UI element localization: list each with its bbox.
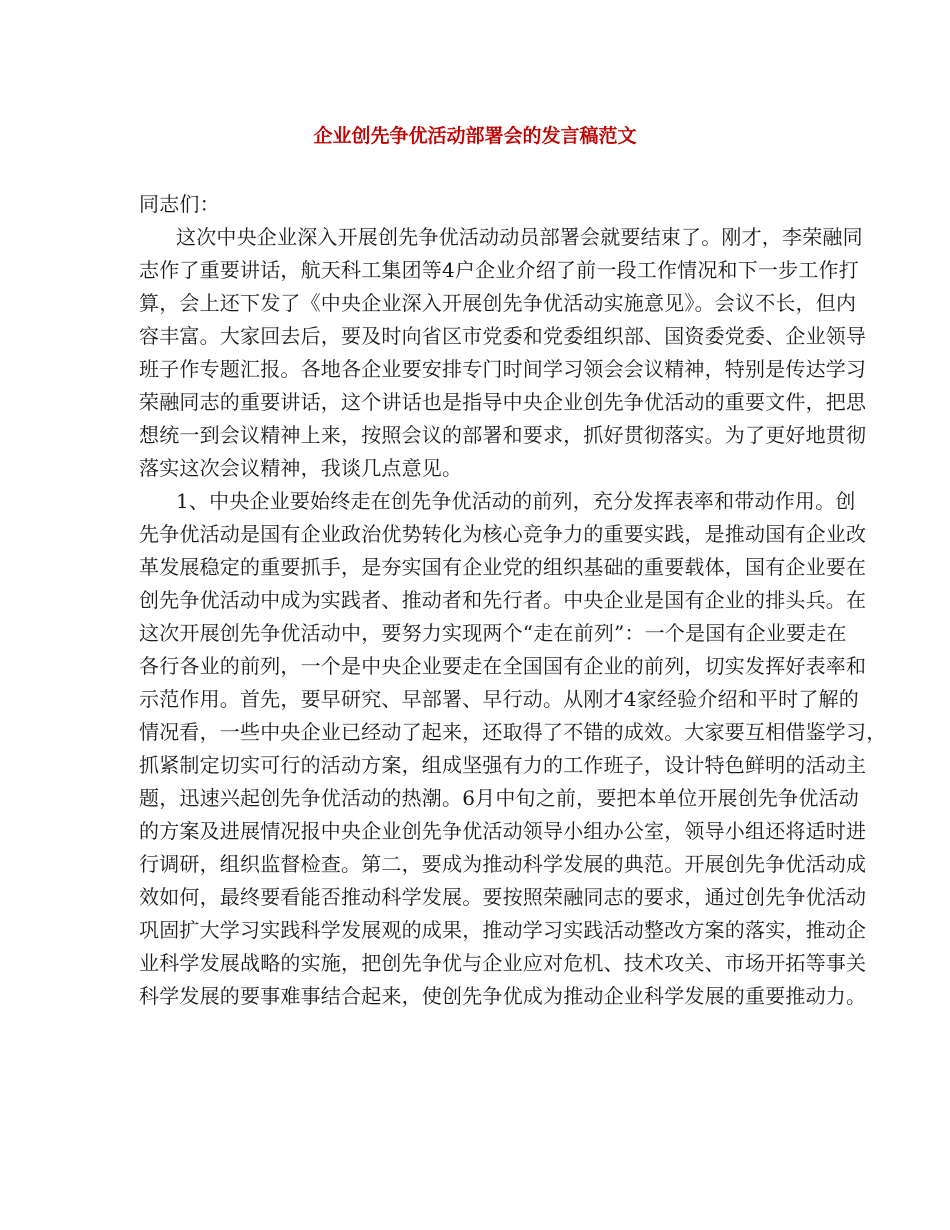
text-line: 科学发展的要事难事结合起来，使创先争优成为推动企业科学发展的重要推动力。 [139, 984, 867, 1008]
text-line: 志作了重要讲话，航天科工集团等4户企业介绍了前一段工作情况和下一步工作打 [139, 258, 859, 282]
text-line: 容丰富。大家回去后，要及时向省区市党委和党委组织部、国资委党委、企业领导 [139, 324, 867, 348]
text-line: 巩固扩大学习实践科学发展观的成果，推动学习实践活动整改方案的落实，推动企 [139, 918, 867, 942]
text-line: 创先争优活动中成为实践者、推动者和先行者。中央企业是国有企业的排头兵。在 [139, 588, 867, 612]
text-line: 题，迅速兴起创先争优活动的热潮。6月中旬之前，要把本单位开展创先争优活动 [139, 786, 859, 810]
text-line: 情况看，一些中央企业已经动了起来，还取得了不错的成效。大家要互相借鉴学习， [139, 720, 887, 744]
text-line: 的方案及进展情况报中央企业创先争优活动领导小组办公室，领导小组还将适时进 [139, 819, 867, 843]
text-line: 行调研，组织监督检查。第二，要成为推动科学发展的典范。开展创先争优活动成 [139, 852, 867, 876]
salutation: 同志们： [139, 192, 220, 216]
text-line: 抓紧制定切实可行的活动方案，组成坚强有力的工作班子，设计特色鲜明的活动主 [139, 753, 867, 777]
text-line: 这次开展创先争优活动中，要努力实现两个“走在前列”：一个是国有企业要走在 [139, 621, 847, 645]
text-line: 班子作专题汇报。各地各企业要安排专门时间学习领会会议精神，特别是传达学习 [139, 357, 867, 381]
document-body [139, 188, 887, 1013]
text-line: 这次中央企业深入开展创先争优活动动员部署会就要结束了。刚才，李荣融同 [176, 225, 863, 249]
text-line: 荣融同志的重要讲话，这个讲话也是指导中央企业创先争优活动的重要文件，把思 [139, 390, 867, 414]
document-title: 企业创先争优活动部署会的发言稿范文 [313, 125, 637, 147]
text-line: 各行各业的前列，一个是中央企业要走在全国国有企业的前列，切实发挥好表率和 [139, 654, 867, 678]
text-line: 革发展稳定的重要抓手，是夯实国有企业党的组织基础的重要载体，国有企业要在 [139, 555, 867, 579]
text-line: 示范作用。首先，要早研究、早部署、早行动。从刚才4家经验介绍和平时了解的 [139, 687, 859, 711]
text-line: 想统一到会议精神上来，按照会议的部署和要求，抓好贯彻落实。为了更好地贯彻 [139, 423, 867, 447]
text-line: 落实这次会议精神，我谈几点意见。 [139, 456, 463, 480]
text-line: 效如何，最终要看能否推动科学发展。要按照荣融同志的要求，通过创先争优活动 [139, 885, 867, 909]
text-line: 算，会上还下发了《中央企业深入开展创先争优活动实施意见》。会议不长，但内 [139, 291, 857, 315]
text-line: 业科学发展战略的实施，把创先争优与企业应对危机、技术攻关、市场开拓等事关 [139, 951, 867, 975]
paragraph-lines [139, 221, 887, 1013]
text-line: 1、中央企业要始终走在创先争优活动的前列，充分发挥表率和带动作用。创 [176, 489, 856, 513]
text-line: 先争优活动是国有企业政治优势转化为核心竞争力的重要实践，是推动国有企业改 [139, 522, 867, 546]
